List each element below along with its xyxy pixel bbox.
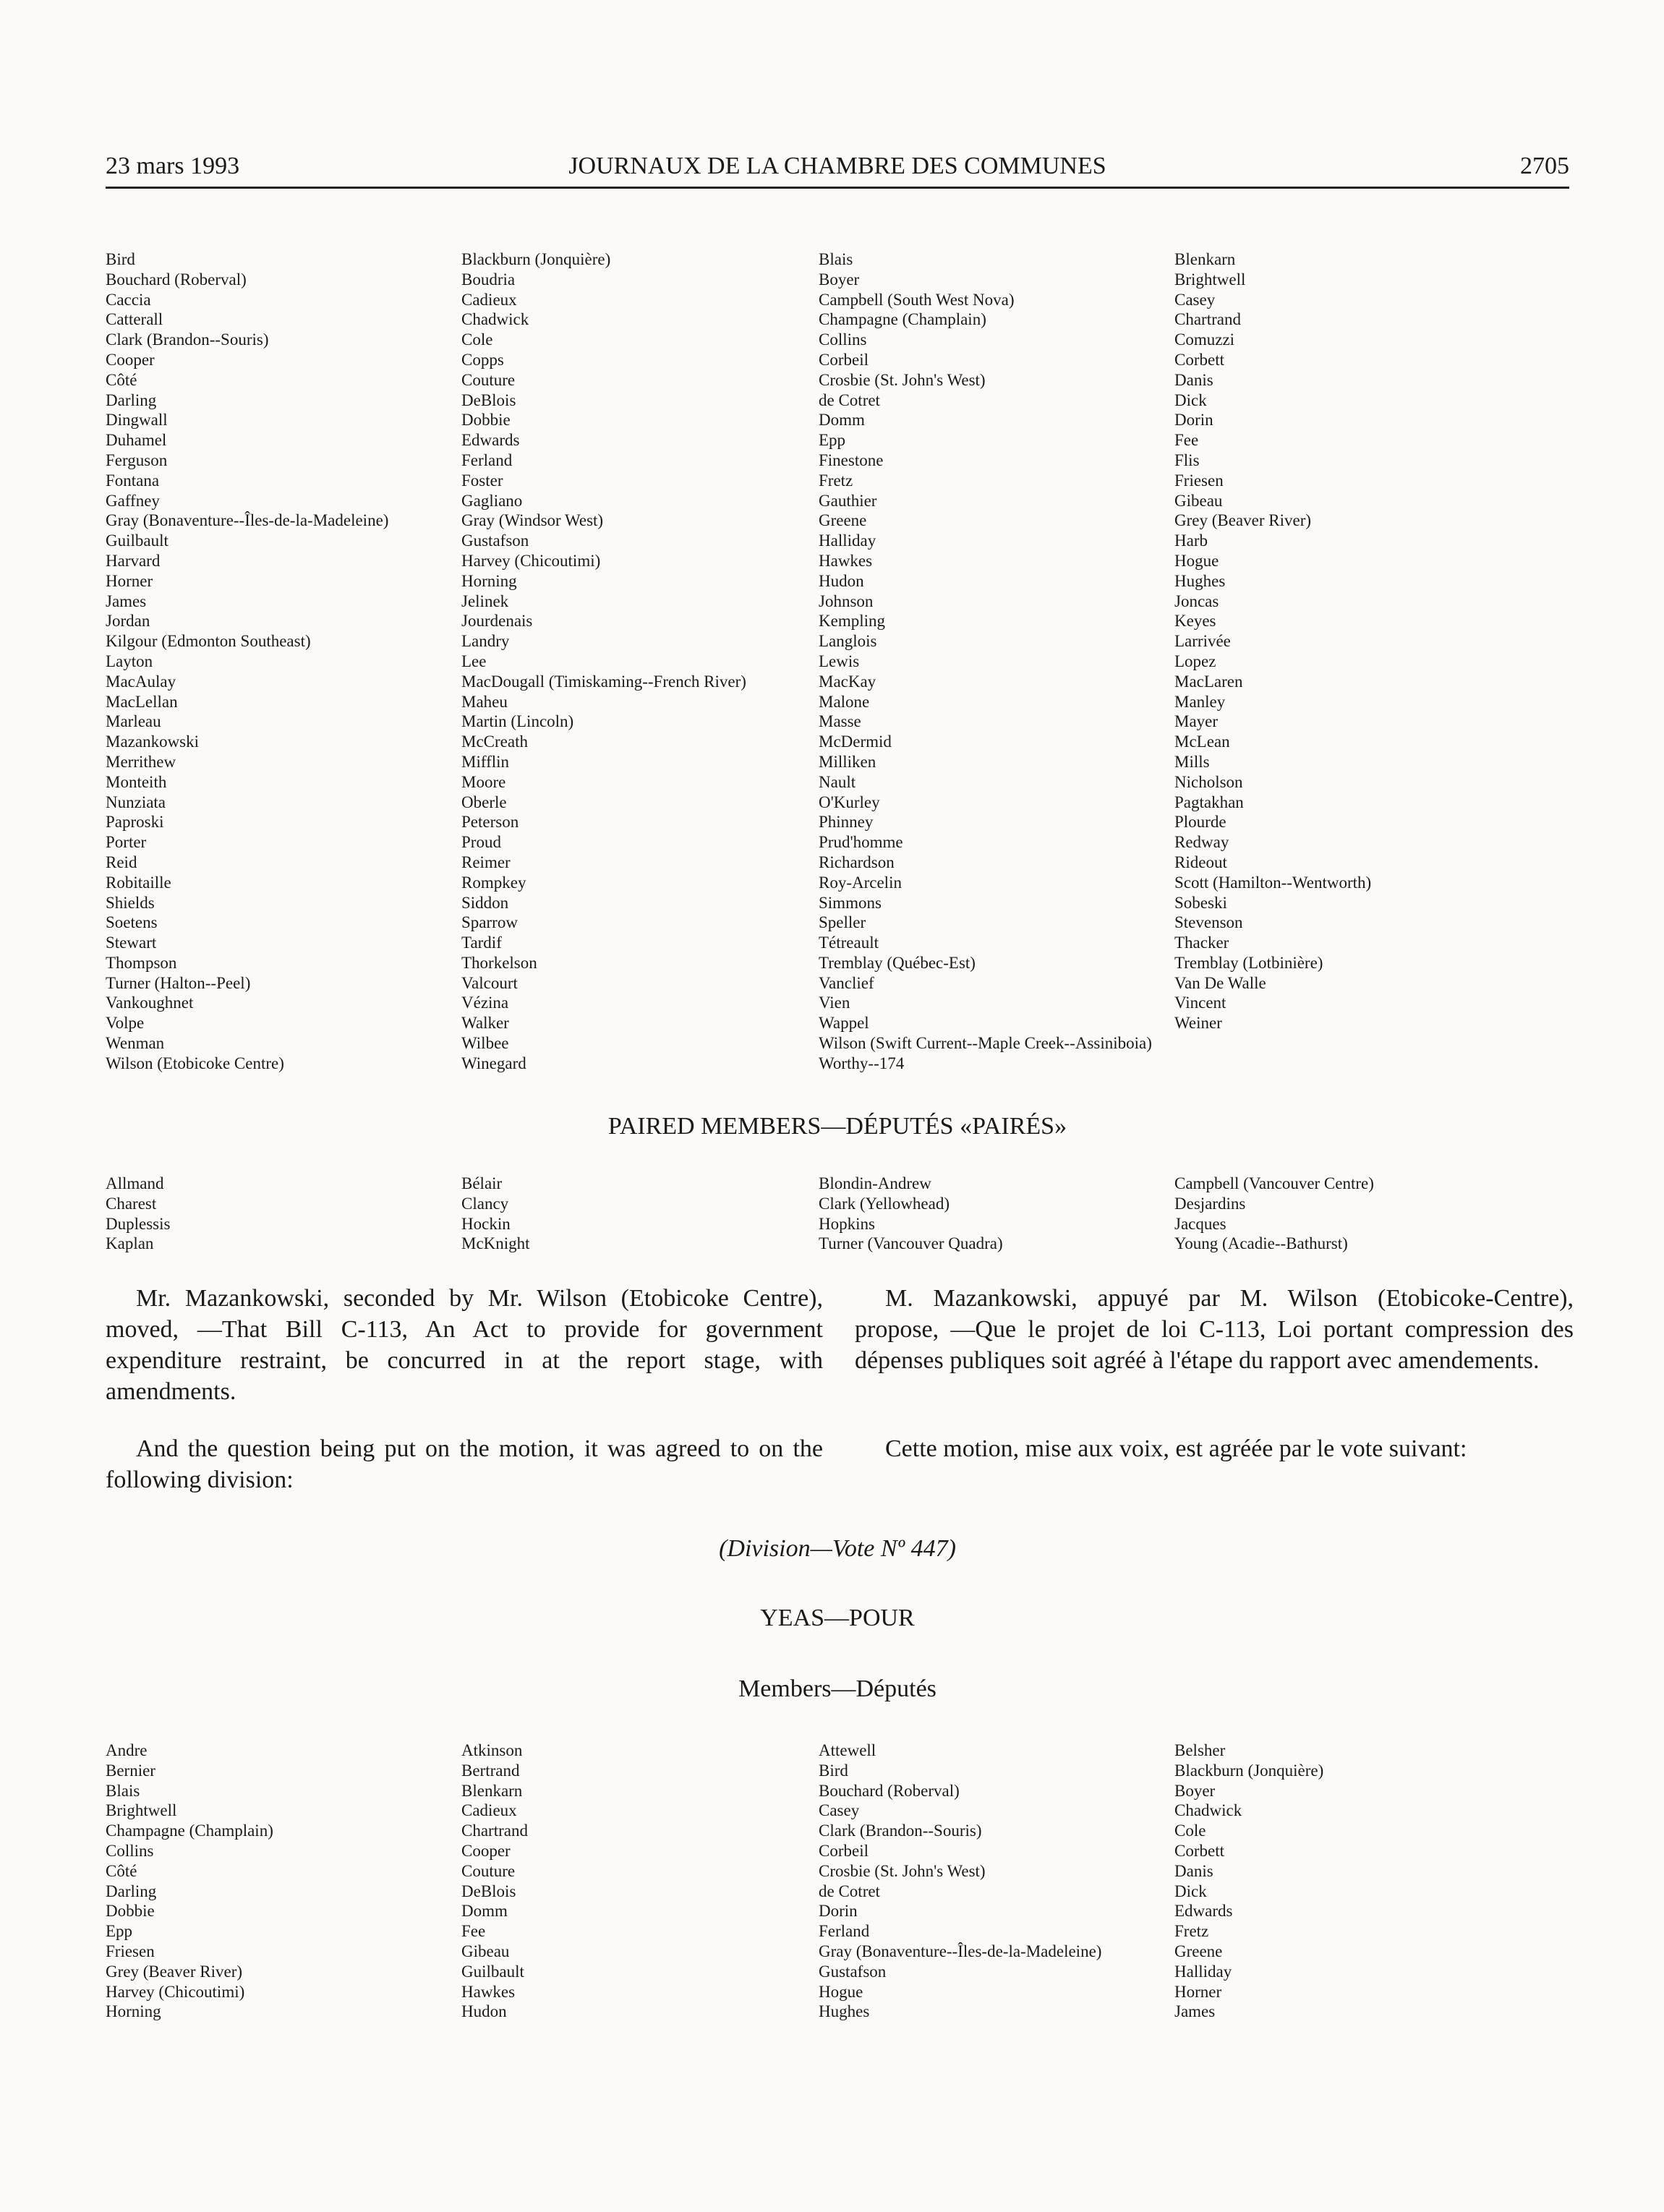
member-name: Mifflin bbox=[461, 752, 510, 771]
member-name: MacLaren bbox=[1174, 672, 1243, 691]
member-name: Couture bbox=[461, 370, 516, 389]
member-name: Collins bbox=[819, 330, 867, 349]
member-name: Hughes bbox=[819, 2002, 870, 2021]
member-name: Horning bbox=[461, 571, 517, 590]
member-name: DeBlois bbox=[461, 390, 516, 409]
member-name: Rideout bbox=[1174, 853, 1227, 871]
member-name: Gaffney bbox=[106, 491, 160, 510]
member-name: Blackburn (Jonquière) bbox=[461, 250, 611, 268]
member-name: Kilgour (Edmonton Southeast) bbox=[106, 632, 311, 651]
member-name: Caccia bbox=[106, 290, 151, 309]
member-name: Shields bbox=[106, 893, 155, 912]
page-number: 2705 bbox=[1520, 153, 1569, 179]
member-name: Horning bbox=[106, 2002, 161, 2021]
member-name: Corbeil bbox=[819, 350, 869, 369]
member-name: Rompkey bbox=[461, 873, 526, 892]
member-name: Jacques bbox=[1174, 1214, 1226, 1233]
member-name: Scott (Hamilton--Wentworth) bbox=[1174, 873, 1372, 892]
member-name: Masse bbox=[819, 712, 861, 731]
member-name: Finestone bbox=[819, 450, 884, 469]
member-name: Gray (Bonaventure--Îles-de-la-Madeleine) bbox=[106, 511, 389, 530]
member-name: Catterall bbox=[106, 310, 163, 329]
member-name: de Cotret bbox=[819, 390, 880, 409]
member-name: Comuzzi bbox=[1174, 330, 1235, 349]
member-name: Duhamel bbox=[106, 431, 167, 450]
member-name: Epp bbox=[819, 431, 846, 450]
member-name: Greene bbox=[819, 511, 867, 530]
member-name: Cooper bbox=[461, 1841, 511, 1860]
member-name: Friesen bbox=[1174, 471, 1224, 490]
member-name: Grey (Beaver River) bbox=[1174, 511, 1312, 530]
member-name: Horner bbox=[106, 571, 153, 590]
member-name: Sparrow bbox=[461, 913, 518, 932]
question-text-en: And the question being put on the motion, it was agreed to on the following division: bbox=[106, 1435, 823, 1493]
member-name: Dick bbox=[1174, 1882, 1207, 1900]
member-name: James bbox=[106, 592, 147, 610]
member-name: Collins bbox=[106, 1841, 154, 1860]
member-name: Nunziata bbox=[106, 793, 166, 811]
member-name: Hawkes bbox=[819, 551, 873, 570]
member-name: Fretz bbox=[819, 471, 853, 490]
member-name: Proud bbox=[461, 833, 501, 852]
member-name: Wenman bbox=[106, 1034, 165, 1053]
member-name: Tremblay (Québec-Est) bbox=[819, 953, 976, 972]
member-name: O'Kurley bbox=[819, 793, 880, 811]
member-name: Bird bbox=[106, 250, 135, 268]
yeas-column bbox=[106, 1741, 273, 2022]
member-name: Tétreault bbox=[819, 934, 879, 952]
member-name: Chadwick bbox=[461, 310, 529, 329]
member-name: Clancy bbox=[461, 1194, 509, 1213]
member-name: James bbox=[1174, 2002, 1216, 2021]
member-name: Friesen bbox=[106, 1942, 155, 1960]
member-name: Clark (Brandon--Souris) bbox=[106, 330, 269, 349]
member-name: Marleau bbox=[106, 712, 161, 731]
paired-column bbox=[106, 1174, 170, 1254]
member-name: Harvard bbox=[106, 551, 161, 570]
member-name: Blenkarn bbox=[1174, 250, 1236, 268]
member-name: Harb bbox=[1174, 531, 1208, 550]
member-name: Moore bbox=[461, 772, 506, 791]
member-name: Joncas bbox=[1174, 592, 1219, 610]
member-name: Lee bbox=[461, 652, 487, 670]
member-name: Mazankowski bbox=[106, 733, 200, 751]
member-name: Bernier bbox=[106, 1761, 155, 1780]
member-name: Hopkins bbox=[819, 1214, 875, 1233]
member-name: Crosbie (St. John's West) bbox=[819, 1861, 986, 1880]
member-name: Stewart bbox=[106, 934, 157, 952]
member-name: Bouchard (Roberval) bbox=[819, 1781, 960, 1800]
member-name: Mayer bbox=[1174, 712, 1219, 731]
member-name: McKnight bbox=[461, 1234, 530, 1253]
member-name: Larrivée bbox=[1174, 632, 1231, 651]
member-name: Casey bbox=[819, 1801, 860, 1820]
member-name: Reid bbox=[106, 853, 137, 871]
member-name: Simmons bbox=[819, 893, 882, 912]
member-name: Andre bbox=[106, 1741, 148, 1759]
member-name: Ferland bbox=[461, 450, 513, 469]
member-name: Jourdenais bbox=[461, 612, 533, 631]
member-name: Hughes bbox=[1174, 571, 1226, 590]
member-name: Vien bbox=[819, 994, 850, 1012]
member-name: Wappel bbox=[819, 1014, 869, 1033]
member-name: Atkinson bbox=[461, 1741, 523, 1759]
yeas-column bbox=[461, 1741, 528, 2022]
paired-member-list bbox=[106, 1174, 1574, 1260]
member-name: McLean bbox=[1174, 733, 1230, 751]
member-name: Charest bbox=[106, 1194, 157, 1213]
member-name: Danis bbox=[1174, 1861, 1213, 1880]
member-name: Belsher bbox=[1174, 1741, 1226, 1759]
member-name: Fee bbox=[1174, 431, 1199, 450]
member-name: Edwards bbox=[461, 431, 520, 450]
member-name: de Cotret bbox=[819, 1882, 880, 1900]
motion-text-fr: M. Mazankowski, appuyé par M. Wilson (Etobicoke-Centre), propose, —Que le projet de loi C-113, Loi portant compression des dépenses publiques soit agréé à l'étape du rapport avec amendements. bbox=[855, 1285, 1574, 1374]
member-name: Foster bbox=[461, 471, 503, 490]
member-name: Hogue bbox=[819, 1982, 863, 2001]
member-name: Champagne (Champlain) bbox=[106, 1822, 273, 1840]
member-name: Johnson bbox=[819, 592, 874, 610]
motion-text-en: Mr. Mazankowski, seconded by Mr. Wilson (Etobicoke Centre), moved, —That Bill C-113, An Act to provide for government expenditure restraint, be concurred in at the report stage, with amendments. bbox=[106, 1285, 823, 1405]
member-name: Hudon bbox=[819, 571, 864, 590]
member-name: Hockin bbox=[461, 1214, 511, 1233]
member-name: Hawkes bbox=[461, 1982, 516, 2001]
member-name: Mills bbox=[1174, 752, 1210, 771]
member-name: Brightwell bbox=[1174, 270, 1246, 289]
member-name: Monteith bbox=[106, 772, 167, 791]
member-name: Côté bbox=[106, 1861, 137, 1880]
member-name: Ferland bbox=[819, 1922, 870, 1941]
member-name: Chadwick bbox=[1174, 1801, 1242, 1820]
member-name: Blais bbox=[819, 250, 853, 268]
member-name: Turner (Vancouver Quadra) bbox=[819, 1234, 1003, 1253]
member-name: Chartrand bbox=[1174, 310, 1241, 329]
member-name: Lewis bbox=[819, 652, 860, 670]
member-name: Cooper bbox=[106, 350, 155, 369]
member-name: Gauthier bbox=[819, 491, 877, 510]
member-name: Jelinek bbox=[461, 592, 509, 610]
member-name: Valcourt bbox=[461, 973, 518, 992]
member-name: Dick bbox=[1174, 390, 1207, 409]
member-name: Guilbault bbox=[106, 531, 168, 550]
nays-column bbox=[106, 249, 388, 1074]
member-name: Walker bbox=[461, 1014, 509, 1033]
member-name: Soetens bbox=[106, 913, 158, 932]
nays-column bbox=[819, 249, 1152, 1074]
member-name: Gray (Windsor West) bbox=[461, 511, 604, 530]
member-name: Wilbee bbox=[461, 1034, 509, 1053]
member-name: Guilbault bbox=[461, 1962, 524, 1981]
yeas-member-list bbox=[106, 1741, 1574, 2030]
member-name: Wilson (Etobicoke Centre) bbox=[106, 1054, 284, 1072]
page-header bbox=[106, 150, 1569, 189]
member-name: Campbell (Vancouver Centre) bbox=[1174, 1174, 1374, 1192]
member-name: Flis bbox=[1174, 450, 1200, 469]
member-name: Corbett bbox=[1174, 350, 1224, 369]
member-name: Sobeski bbox=[1174, 893, 1227, 912]
member-name: Halliday bbox=[1174, 1962, 1232, 1981]
member-name: Champagne (Champlain) bbox=[819, 310, 986, 329]
member-name: Fontana bbox=[106, 471, 160, 490]
member-name: Bélair bbox=[461, 1174, 503, 1192]
member-name: Hudon bbox=[461, 2002, 507, 2021]
member-name: Vanclief bbox=[819, 973, 874, 992]
member-name: Copps bbox=[461, 350, 504, 369]
member-name: Cadieux bbox=[461, 1801, 517, 1820]
member-name: Corbeil bbox=[819, 1841, 869, 1860]
member-name: MacLellan bbox=[106, 692, 178, 711]
member-name: Dobbie bbox=[106, 1902, 155, 1921]
member-name: MacAulay bbox=[106, 672, 176, 691]
member-name: Keyes bbox=[1174, 612, 1216, 631]
member-name: Richardson bbox=[819, 853, 895, 871]
member-name: Siddon bbox=[461, 893, 509, 912]
member-name: Winegard bbox=[461, 1054, 526, 1072]
member-name: Milliken bbox=[819, 752, 876, 771]
members-heading: Members—Députés bbox=[738, 1675, 936, 1702]
member-name: Brightwell bbox=[106, 1801, 177, 1820]
nays-column bbox=[1174, 249, 1371, 1033]
member-name: Crosbie (St. John's West) bbox=[819, 370, 986, 389]
member-name: Domm bbox=[461, 1902, 508, 1921]
member-name: Redway bbox=[1174, 833, 1229, 852]
member-name: Clark (Yellowhead) bbox=[819, 1194, 950, 1213]
paired-column bbox=[819, 1174, 1003, 1254]
member-name: McCreath bbox=[461, 733, 528, 751]
member-name: Manley bbox=[1174, 692, 1226, 711]
member-name: Vézina bbox=[461, 994, 509, 1012]
member-name: Desjardins bbox=[1174, 1194, 1246, 1213]
member-name: Kempling bbox=[819, 612, 885, 631]
member-name: Boyer bbox=[1174, 1781, 1216, 1800]
member-name: Stevenson bbox=[1174, 913, 1243, 932]
member-name: Lopez bbox=[1174, 652, 1216, 670]
member-name: Boudria bbox=[461, 270, 516, 289]
member-name: Thorkelson bbox=[461, 953, 537, 972]
yeas-column bbox=[1174, 1741, 1323, 2022]
member-name: Robitaille bbox=[106, 873, 171, 892]
member-name: Blondin-Andrew bbox=[819, 1174, 931, 1192]
member-name: Landry bbox=[461, 632, 510, 651]
member-name: Dingwall bbox=[106, 411, 168, 430]
question-text-fr: Cette motion, mise aux voix, est agréée par le vote suivant: bbox=[885, 1435, 1467, 1462]
member-name: Casey bbox=[1174, 290, 1216, 309]
member-name: Epp bbox=[106, 1922, 133, 1941]
member-name: Oberle bbox=[461, 793, 507, 811]
paired-column bbox=[461, 1174, 530, 1254]
member-name: Vincent bbox=[1174, 994, 1226, 1012]
member-name: Fee bbox=[461, 1922, 486, 1941]
member-name: Plourde bbox=[1174, 813, 1226, 832]
member-name: Thacker bbox=[1174, 934, 1229, 952]
yeas-column bbox=[819, 1741, 1101, 2022]
member-name: Chartrand bbox=[461, 1822, 528, 1840]
member-name: Wilson (Swift Current--Maple Creek--Assiniboia) bbox=[819, 1034, 1152, 1053]
member-name: Boyer bbox=[819, 270, 860, 289]
member-name: Bertrand bbox=[461, 1761, 520, 1780]
member-name: Weiner bbox=[1174, 1014, 1222, 1033]
member-name: Peterson bbox=[461, 813, 519, 832]
member-name: Gustafson bbox=[461, 531, 529, 550]
member-name: Duplessis bbox=[106, 1214, 171, 1233]
yeas-heading: YEAS—POUR bbox=[760, 1605, 915, 1631]
member-name: Nault bbox=[819, 772, 856, 791]
member-name: Cole bbox=[1174, 1822, 1206, 1840]
member-name: Bird bbox=[819, 1761, 848, 1780]
member-name: Gibeau bbox=[1174, 491, 1223, 510]
member-name: Allmand bbox=[106, 1174, 164, 1192]
member-name: DeBlois bbox=[461, 1882, 516, 1900]
member-name: Bouchard (Roberval) bbox=[106, 270, 247, 289]
member-name: Turner (Halton--Peel) bbox=[106, 973, 251, 992]
member-name: Gibeau bbox=[461, 1942, 510, 1960]
header-date: 23 mars 1993 bbox=[106, 153, 240, 179]
member-name: Malone bbox=[819, 692, 870, 711]
member-name: Horner bbox=[1174, 1982, 1222, 2001]
member-name: Domm bbox=[819, 411, 865, 430]
member-name: Porter bbox=[106, 833, 147, 852]
member-name: Danis bbox=[1174, 370, 1213, 389]
division-label: (Division—Vote Nº 447) bbox=[719, 1535, 956, 1562]
nays-member-list bbox=[106, 249, 1574, 1081]
member-name: Tremblay (Lotbinière) bbox=[1174, 953, 1323, 972]
member-name: Harvey (Chicoutimi) bbox=[106, 1982, 245, 2001]
member-name: Langlois bbox=[819, 632, 877, 651]
member-name: Merrithew bbox=[106, 752, 176, 771]
member-name: Clark (Brandon--Souris) bbox=[819, 1822, 982, 1840]
member-name: Halliday bbox=[819, 531, 876, 550]
member-name: Speller bbox=[819, 913, 866, 932]
paired-heading: PAIRED MEMBERS—DÉPUTÉS «PAIRÉS» bbox=[607, 1113, 1067, 1140]
paired-column bbox=[1174, 1174, 1374, 1254]
member-name: MacKay bbox=[819, 672, 876, 691]
member-name: Cadieux bbox=[461, 290, 517, 309]
member-name: Hogue bbox=[1174, 551, 1219, 570]
member-name: Fretz bbox=[1174, 1922, 1209, 1941]
member-name: Thompson bbox=[106, 953, 177, 972]
member-name: Blenkarn bbox=[461, 1781, 523, 1800]
member-name: Tardif bbox=[461, 934, 502, 952]
member-name: Paproski bbox=[106, 813, 164, 832]
member-name: Côté bbox=[106, 370, 137, 389]
member-name: Roy-Arcelin bbox=[819, 873, 902, 892]
member-name: McDermid bbox=[819, 733, 892, 751]
member-name: Dorin bbox=[819, 1902, 858, 1921]
member-name: Pagtakhan bbox=[1174, 793, 1244, 811]
member-name: Martin (Lincoln) bbox=[461, 712, 574, 731]
member-name: Blais bbox=[106, 1781, 140, 1800]
member-name: Young (Acadie--Bathurst) bbox=[1174, 1234, 1348, 1253]
member-name: Harvey (Chicoutimi) bbox=[461, 551, 601, 570]
member-name: Vankoughnet bbox=[106, 994, 194, 1012]
member-name: Volpe bbox=[106, 1014, 145, 1033]
member-name: Greene bbox=[1174, 1942, 1223, 1960]
member-name: Blackburn (Jonquière) bbox=[1174, 1761, 1324, 1780]
member-name: Darling bbox=[106, 1882, 157, 1900]
member-name: Attewell bbox=[819, 1741, 876, 1759]
member-name: Ferguson bbox=[106, 450, 168, 469]
member-name: Maheu bbox=[461, 692, 508, 711]
member-name: Edwards bbox=[1174, 1902, 1233, 1921]
member-name: Dobbie bbox=[461, 411, 511, 430]
member-name: Corbett bbox=[1174, 1841, 1224, 1860]
member-name: Kaplan bbox=[106, 1234, 154, 1253]
nays-column bbox=[461, 249, 746, 1074]
member-name: Nicholson bbox=[1174, 772, 1243, 791]
member-name: Grey (Beaver River) bbox=[106, 1962, 243, 1981]
member-name: MacDougall (Timiskaming--French River) bbox=[461, 672, 746, 691]
member-name: Reimer bbox=[461, 853, 511, 871]
member-name: Darling bbox=[106, 390, 157, 409]
member-name: Van De Walle bbox=[1174, 973, 1266, 992]
member-name: Gagliano bbox=[461, 491, 523, 510]
member-name: Prud'homme bbox=[819, 833, 903, 852]
member-name: Campbell (South West Nova) bbox=[819, 290, 1015, 309]
member-name: Worthy--174 bbox=[819, 1054, 905, 1072]
member-name: Dorin bbox=[1174, 411, 1213, 430]
member-name: Jordan bbox=[106, 612, 150, 631]
member-name: Gustafson bbox=[819, 1962, 887, 1981]
journal-title: JOURNAUX DE LA CHAMBRE DES COMMUNES bbox=[568, 153, 1106, 179]
member-name: Gray (Bonaventure--Îles-de-la-Madeleine) bbox=[819, 1942, 1102, 1960]
member-name: Phinney bbox=[819, 813, 874, 832]
member-name: Cole bbox=[461, 330, 493, 349]
member-name: Couture bbox=[461, 1861, 516, 1880]
member-name: Layton bbox=[106, 652, 153, 670]
